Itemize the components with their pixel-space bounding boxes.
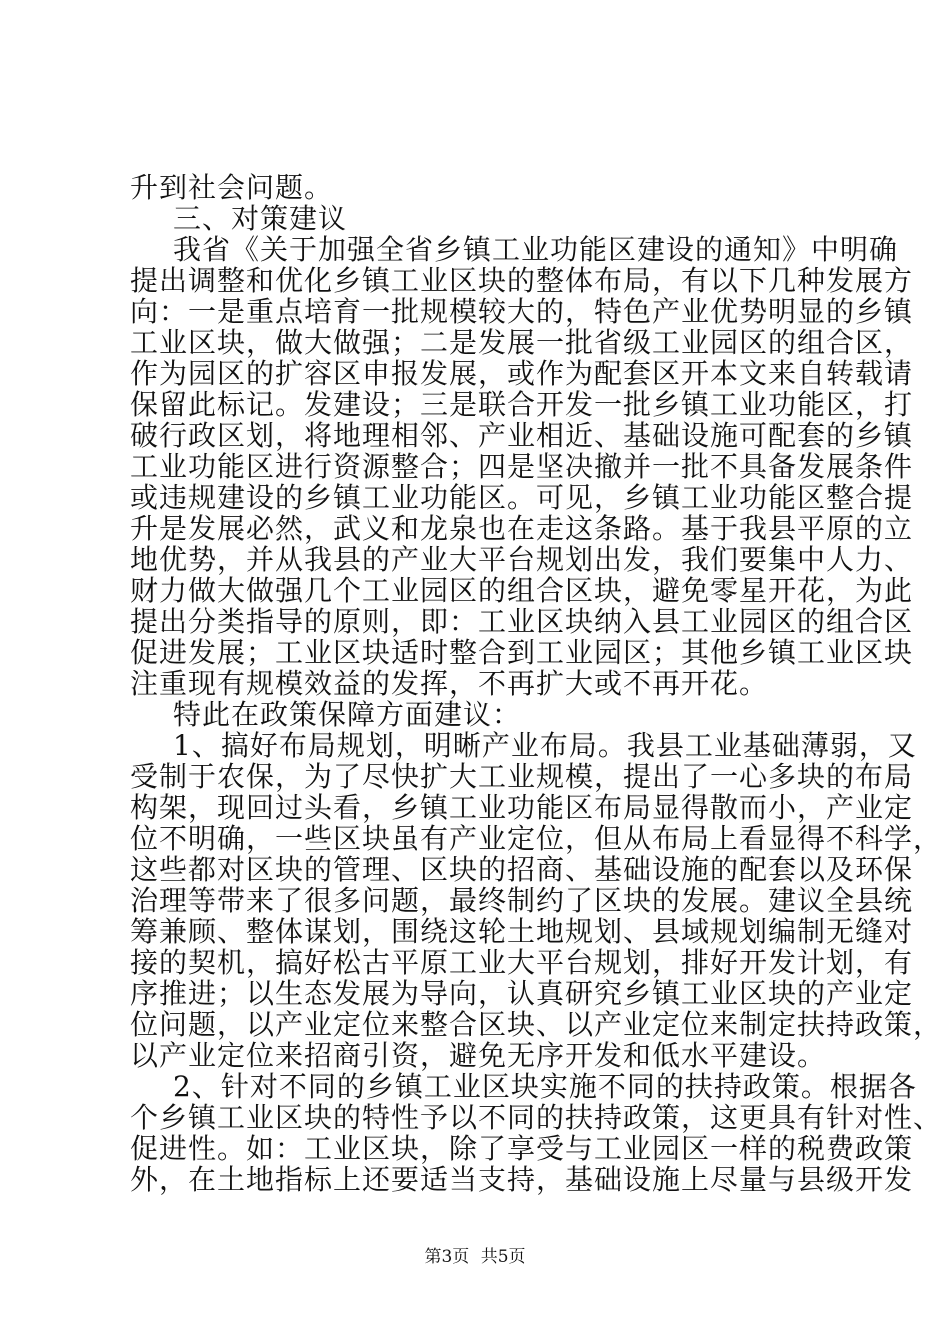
paragraph-line: 升到社会问题。 xyxy=(130,171,334,204)
paragraph-line: 位问题，以产业定位来整合区块、以产业定位来制定扶持政策， xyxy=(130,1008,943,1041)
page-total-count: 共5页 xyxy=(480,1247,526,1267)
paragraph-line: 序推进；以生态发展为导向，认真研究乡镇工业区块的产业定 xyxy=(130,977,914,1010)
paragraph-line: 促进性。如：工业区块，除了享受与工业园区一样的税费政策 xyxy=(130,1132,914,1165)
paragraph-line: 治理等带来了很多问题，最终制约了区块的发展。建议全县统 xyxy=(130,884,914,917)
paragraph-line: 1、搞好布局规划，明晰产业布局。我县工业基础薄弱，又 xyxy=(173,729,917,762)
paragraph-line: 保留此标记。发建设；三是联合开发一批乡镇工业功能区，打 xyxy=(130,388,914,421)
paragraph-line: 促进发展；工业区块适时整合到工业园区；其他乡镇工业区块 xyxy=(130,636,914,669)
page-footer xyxy=(0,1245,950,1269)
paragraph-line: 构架，现回过头看，乡镇工业功能区布局显得散而小，产业定 xyxy=(130,791,914,824)
paragraph-line: 以产业定位来招商引资，避免无序开发和低水平建设。 xyxy=(130,1039,827,1072)
page-current-number: 第3页 xyxy=(424,1247,470,1267)
paragraph-line: 提出分类指导的原则，即：工业区块纳入县工业园区的组合区 xyxy=(130,605,914,638)
paragraph-line: 筹兼顾、整体谋划，围绕这轮土地规划、县域规划编制无缝对 xyxy=(130,915,914,948)
paragraph-line: 地优势，并从我县的产业大平台规划出发，我们要集中人力、 xyxy=(130,543,914,576)
paragraph-line: 破行政区划，将地理相邻、产业相近、基础设施可配套的乡镇 xyxy=(130,419,914,452)
paragraph-line: 注重现有规模效益的发挥，不再扩大或不再开花。 xyxy=(130,667,769,700)
paragraph-line: 升是发展必然，武义和龙泉也在走这条路。基于我县平原的立 xyxy=(130,512,914,545)
paragraph-line: 受制于农保，为了尽快扩大工业规模，提出了一心多块的布局 xyxy=(130,760,914,793)
paragraph-line: 向：一是重点培育一批规模较大的，特色产业优势明显的乡镇 xyxy=(130,295,914,328)
paragraph-line: 个乡镇工业区块的特性予以不同的扶持政策，这更具有针对性、 xyxy=(130,1101,943,1134)
paragraph-line: 工业功能区进行资源整合；四是坚决撤并一批不具备发展条件 xyxy=(130,450,914,483)
paragraph-line: 特此在政策保障方面建议： xyxy=(173,698,522,731)
paragraph-line: 财力做大做强几个工业园区的组合区块，避免零星开花，为此 xyxy=(130,574,914,607)
paragraph-line: 提出调整和优化乡镇工业区块的整体布局，有以下几种发展方 xyxy=(130,264,914,297)
paragraph-line: 位不明确，一些区块虽有产业定位，但从布局上看显得不科学， xyxy=(130,822,943,855)
paragraph-line: 外，在土地指标上还要适当支持，基础设施上尽量与县级开发 xyxy=(130,1163,914,1196)
paragraph-line: 我省《关于加强全省乡镇工业功能区建设的通知》中明确 xyxy=(173,233,899,266)
paragraph-line: 作为园区的扩容区申报发展，或作为配套区开本文来自转载请 xyxy=(130,357,914,390)
paragraph-line: 工业区块，做大做强；二是发展一批省级工业园区的组合区， xyxy=(130,326,914,359)
paragraph-line: 或违规建设的乡镇工业功能区。可见，乡镇工业功能区整合提 xyxy=(130,481,914,514)
section-heading: 三、对策建议 xyxy=(173,202,348,235)
paragraph-line: 这些都对区块的管理、区块的招商、基础设施的配套以及环保 xyxy=(130,853,914,886)
paragraph-line: 2、针对不同的乡镇工业区块实施不同的扶持政策。根据各 xyxy=(173,1070,917,1103)
paragraph-line: 接的契机，搞好松古平原工业大平台规划，排好开发计划，有 xyxy=(130,946,914,979)
